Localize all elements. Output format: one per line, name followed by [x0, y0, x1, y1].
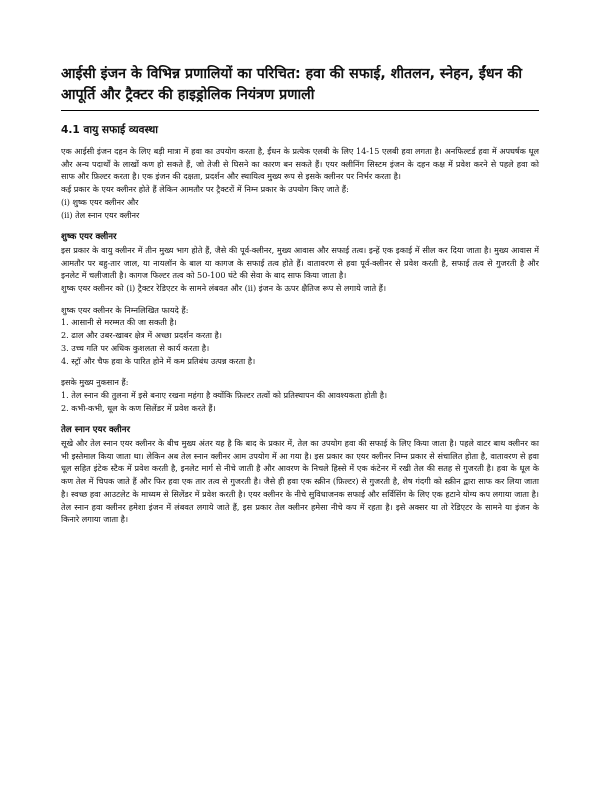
oil-bath-heading: तेल स्नान एयर क्लीनर	[61, 425, 131, 436]
dry-cleaner-mounting: शुष्क एयर क्लीनर को (i) ट्रैक्टर रेडिएटर के सामने लंबवत और (ii) इंजन के ऊपर क्षैतिज रूप से लगाये जाते हैं।	[61, 283, 387, 294]
types-intro: कई प्रकार के एयर क्लीनर होते हैं लेकिन आमतौर पर ट्रैक्टरों में निम्न प्रकार के उपयोग किए जाते हैं:	[61, 184, 349, 195]
list-item: (i) शुष्क एयर क्लीनर और	[61, 196, 139, 207]
list-item: 3. उच्च गति पर अधिक कुशलता से कार्य करता है।	[61, 342, 210, 353]
list-item: 4. स्ट्रॉ और चैफ हवा के पारित होने में कम प्रतिबंध उत्पन्न करता है।	[61, 355, 256, 366]
list-item: 1. आसानी से मरम्मत की जा सकती है।	[61, 317, 177, 328]
intro-paragraph: एक आईसी इंजन दहन के लिए बड़ी मात्रा में हवा का उपयोग करता है, ईंधन के प्रत्येक एलबी के लिए 14-15 एलबी हवा लगता है। अनफिल्टर्ड हवा में अपघर्षक धूल और अन्य पदार्थों के लाखों कण हो सकते हैं, जो तेजी से घिसने का कारण बन सकते हैं। एयर क्लीनिंग सिस्टम इंजन के दहन कक्ष में प्रवेश करने से पहले हवा को साफ और फ़िल्टर करता है। एक इंजन की दक्षता, प्रदर्शन और स्थायित्व मुख्य रूप से इसके क्लीनर पर निर्भर करता है।	[61, 146, 539, 182]
list-item: 2. कभी-कभी, धूल के कण सिलेंडर में प्रवेश करते हैं।	[61, 402, 216, 413]
advantages-list	[61, 316, 539, 367]
list-item: 1. तेल स्नान की तुलना में इसे बनाए रखना महंगा है क्योंकि फ़िल्टर तत्वों को प्रतिस्थापन की आवश्यकता होती है।	[61, 389, 388, 400]
disadvantages-intro: इसके मुख्य नुकसान हैं:	[61, 377, 129, 388]
oil-bath-body: सूखे और तेल स्नान एयर क्लीनर के बीच मुख्य अंतर यह है कि बाद के प्रकार में, तेल का उपयोग हवा की सफाई के लिए किया जाता है। पहले वाटर बाथ क्लीनर का भी इस्तेमाल किया जाता था। लेकिन अब तेल स्नान क्लीनर आम उपयोग में आ गया है। इस प्रकार का एयर क्लीनर निम्न प्रकार से संचालित होता है, वातावरण से हवा धूल सहित इंटेक स्टैक में प्रवेश करती है, इनलेट मार्ग से नीचे जाती है और आवरण के निचले हिस्से में एक कंटेनर में रखी तेल की सतह से गुजरती है। हवा के धूल के कण तेल में चिपक जाते हैं और फिर हवा एक तार तत्व से गुजरती है। जैसे ही हवा एक स्क्रीन (फ़िल्टर) से गुजरती है, शेष गंदगी को स्क्रीन द्वारा साफ कर लिया जाता है। स्वच्छ हवा आउटलेट के माध्यम से सिलेंडर में प्रवेश करती है। एयर क्लीनर के नीचे सुविधाजनक सफाई और सर्विसिंग के लिए एक हटाने योग्य कप लगाया जाता है। तेल स्नान हवा क्लीनर हमेशा इंजन में लंबवत लगाये जाते हैं, इस प्रकार तेल क्लीनर हमेसा नीचे कप में रहता है। इसे अक्सर या तो रेडिएटर के सामने या इंजन के किनारे लगाया जाता है।	[61, 438, 539, 525]
dry-cleaner-heading: शुष्क एयर क्लीनर	[61, 232, 117, 243]
dry-cleaner-body: इस प्रकार के वायु क्लीनर में तीन मुख्य भाग होते हैं, जैसे की पूर्व-क्लीनर, मुख्य आवास और सफाई तत्व। इन्हें एक इकाई में सील कर दिया जाता है। मुख्य आवास में आमतौर पर बहु-तार जाल, या नायलॉन के बाल या कागज के सफाई तत्व होते हैं। वातावरण से हवा पूर्व-क्लीनर से प्रवेश करती है, सफाई तत्व से गुजरती है और इनलेट में चलीजाती है। कागज फिल्टर तत्व को 50-100 घंटे की सेवा के बाद साफ किया जाता है।	[61, 244, 539, 281]
list-item: (ii) तेल स्नान एयर क्लीनर	[61, 209, 140, 220]
cleaner-types-list	[61, 196, 539, 221]
section-heading: 4.1 वायु सफाई व्यवस्था	[61, 124, 158, 136]
advantages-intro: शुष्क एयर क्लीनर के निम्नलिखित फायदे हैं:	[61, 304, 189, 315]
list-item: 2. ढाल और उबर-खाबर क्षेत्र में अच्छा प्रदर्शन करता है।	[61, 330, 222, 341]
disadvantages-list	[61, 389, 539, 414]
title-divider	[61, 110, 539, 111]
document-title: आईसी इंजन के विभिन्न प्रणालियों का परिचित: हवा की सफाई, शीतलन, स्नेहन, ईंधन की आपूर्ति और ट्रैक्टर की हाइड्रोलिक नियंत्रण प्रणाली	[61, 66, 523, 103]
